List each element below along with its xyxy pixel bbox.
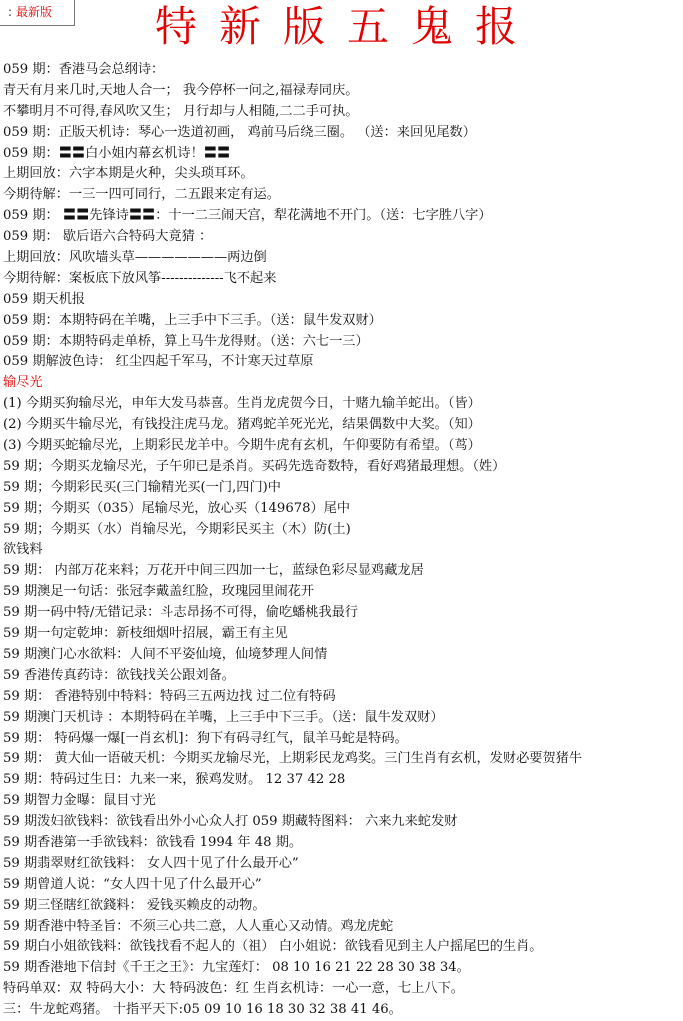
text-line: 不攀明月不可得,春风吹又生； 月行却与人相随,二二手可执。 [3,103,359,119]
text-line: 上期回放：六字本期是火种，尖头琐耳环。 [3,166,254,182]
text-line: 特码单双：双 特码大小：大 特码波色：红 生肖玄机诗：一心一意，七上八下。 [3,981,464,997]
text-line: 今期待解：一三一四可同行，二五跟来定有运。 [3,187,280,203]
text-line: 59 期： 特码爆一爆[一肖玄机]：狗下有码寻红气，鼠羊马蛇是特码。 [3,730,408,746]
text-line: 今期待解：案板底下放风筝--------------飞不起来 [3,270,277,286]
text-line: 59 期；今期买（035）尾输尽光，放心买（149678）尾中 [3,500,351,516]
badge-label: 最新版 [16,5,53,19]
text-line: 059 期解波色诗： 红尘四起千军马，不计寒天过草原 [3,354,314,370]
text-line: 59 期：特码过生日：九来一来，猴鸡发财。 12 37 42 28 [3,772,346,788]
text-line: 059 期： 〓〓先锋诗〓〓：十一二三闹天宫，犁花满地不开门。（送：七字胜八字） [3,208,492,224]
text-line: 59 期香港中特圣旨：不须三心共二意，人人重心又动情。鸡龙虎蛇 [3,918,394,934]
text-line: 059 期： 歇后语六合特码大竟猜 ： [3,229,213,245]
text-line: 59 香港传真药诗：欲钱找关公跟刘备。 [3,667,235,683]
text-line: 输尽光 [3,375,43,391]
text-line: 59 期： 内部万花来料；万花开中间三四加一七，蓝绿色彩尽显鸡藏龙居 [3,563,424,579]
badge-dot: : [8,5,13,19]
text-line: 59 期香港第一手欲钱料：欲钱看 1994 年 48 期。 [3,834,303,850]
latest-version-badge [0,0,75,26]
text-line: (3) 今期买蛇输尽光，上期彩民龙羊中。今期牛虎有玄机，午仰要防有希望。（茑） [3,438,481,454]
text-line: 59 期澳门天机诗 ：本期特码在羊嘴，上三手中下三手。（送：鼠牛发双财） [3,709,444,725]
text-line: 59 期；今期买龙输尽光，子午卯已是杀肖。买码先选奇数特，看好鸡猪最理想。（姓） [3,458,506,474]
text-line: 59 期白小姐欲钱料：欲钱找看不起人的（祖） 白小姐说：欲钱看见到主人户摇尾巴的生肖。 [3,939,543,955]
text-line: 059 期：正版天机诗：琴心一迭道初画， 鸡前马后绕三圈。 （送：来回见尾数） [3,124,476,140]
text-line: 059 期：本期特码走单桥，算上马牛龙得财。（送：六七一三） [3,333,369,349]
text-line: 59 期曾道人说：“女人四十见了什么最开心” [3,876,262,892]
text-line: 59 期三怪瞎红欲錢料： 爱钱买赖皮的动物。 [3,897,266,913]
text-line: 59 期香港地下信封《千王之王》：九宝莲灯： 08 10 16 21 22 28 30 38 34。 [3,960,470,976]
text-line: (1) 今期买狗输尽光，申年大发马恭喜。生肖龙虎贺今日，十赌九输羊蛇出。（皆） [3,396,481,412]
text-line: 59 期；今期彩民买(三门输精光买(一门,四门)中 [3,479,281,495]
page-title: 特新版五鬼报 [155,2,540,51]
text-line: 059 期：本期特码在羊嘴，上三手中下三手。（送：鼠牛发双财） [3,312,382,328]
text-line: 59 期；今期买（水）肖输尽光，今期彩民买主（木）防(土) [3,521,351,537]
text-line: 59 期翡翠财红欲钱料： 女人四十见了什么最开心” [3,855,299,871]
text-line: 三：牛龙蛇鸡猪。 十指平天下:05 09 10 16 18 30 32 38 41 46。 [3,1002,402,1018]
text-line: 59 期： 香港特别中特料：特码三五两边找 过二位有特码 [3,688,336,704]
text-line: 59 期： 黄大仙一语破天机：今期买龙输尽光，上期彩民龙鸡奖。三门生肖有玄机，发财必要贺猪牛 [3,751,583,767]
text-line: 青天有月来几时,天地人合一； 我今停杯一问之,福禄寿同庆。 [3,82,359,98]
text-line: 59 期澳门心水欲料：人间不平姿仙境，仙境梦理人间情 [3,646,328,662]
text-line: 059 期：〓〓白小姐内幕玄机诗！〓〓 [3,145,231,161]
content-lines [0,60,683,1021]
text-line: 59 期一码中特/无错记录：斗志昂扬不可得，偷吃蟠桃我最行 [3,605,359,621]
text-line: 欲钱料 [3,542,43,558]
text-line: 059 期天机报 [3,291,86,307]
text-line: 59 期澳足一句话：张冠李戴盖红脸，玫瑰园里闹花开 [3,584,315,600]
text-line: (2) 今期买牛输尽光，有钱投注虎马龙。猪鸡蛇羊死光光，结果偶数中大奖。（知） [3,417,481,433]
text-line: 59 期智力金曝：鼠目寸光 [3,793,156,809]
text-line: 059 期：香港马会总纲诗： [3,62,165,77]
text-line: 59 期泼妇欲钱料：欲钱看出外小心众人打 059 期藏特图料： 六来九来蛇发财 [3,814,458,830]
text-line: 上期回放：风吹墙头草———————两边倒 [3,250,267,266]
text-line: 59 期一句定乾坤：新枝细烟叶招展，霸王有主见 [3,626,288,642]
